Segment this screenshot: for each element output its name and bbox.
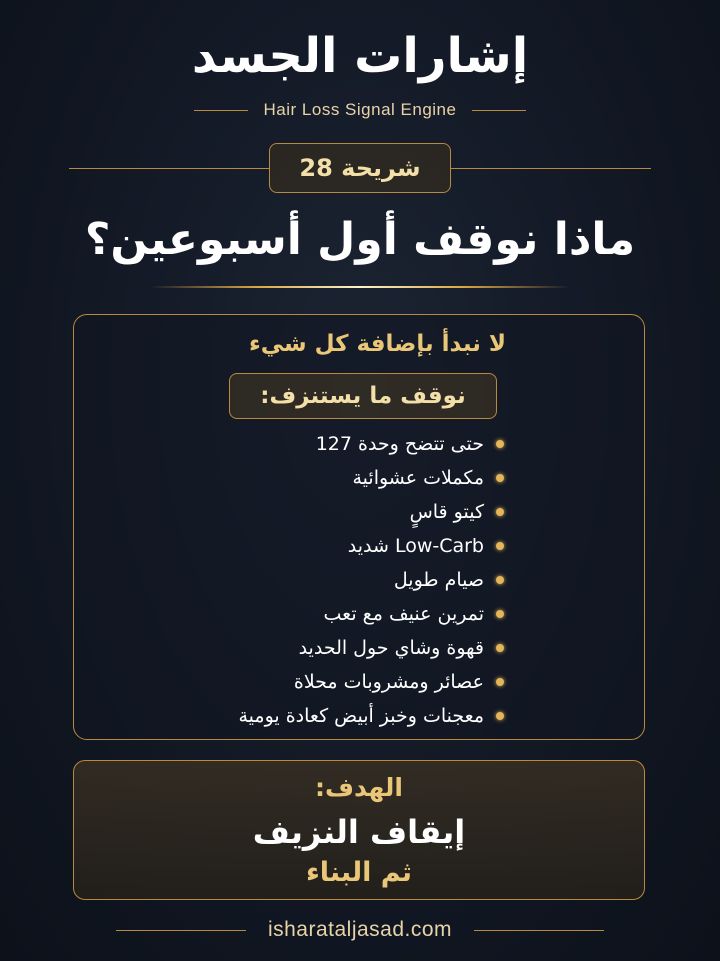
stop-list-card	[73, 314, 645, 740]
list-item	[238, 563, 504, 597]
subtitle-row	[0, 100, 720, 120]
list-item-text: عصائر ومشروبات محلاة	[293, 671, 484, 693]
list-item	[238, 529, 504, 563]
bullet-dot-icon	[496, 542, 504, 550]
bullet-dot-icon	[496, 508, 504, 516]
slide-line-right	[451, 168, 651, 169]
goal-line-1: إيقاف النزيف	[252, 813, 466, 851]
bullet-dot-icon	[496, 474, 504, 482]
stop-label-badge: نوقف ما يستنزف:	[229, 373, 497, 419]
goal-label: الهدف:	[315, 773, 403, 802]
list-item-text: قهوة وشاي حول الحديد	[298, 637, 484, 659]
goal-line-2: ثم البناء	[305, 857, 413, 888]
list-item	[238, 495, 504, 529]
subtitle-line-left	[194, 110, 248, 111]
list-item	[238, 699, 504, 733]
list-item	[238, 665, 504, 699]
intro-text: لا نبدأ بإضافة كل شيء	[248, 331, 506, 357]
footer-line-left	[116, 930, 246, 931]
list-item-text: تمرين عنيف مع تعب	[323, 603, 484, 625]
bullet-dot-icon	[496, 712, 504, 720]
stop-items-list	[238, 427, 504, 733]
list-item	[238, 461, 504, 495]
list-item-text: كيتو قاسٍ	[409, 501, 484, 523]
bullet-dot-icon	[496, 610, 504, 618]
subtitle: Hair Loss Signal Engine	[263, 100, 457, 119]
list-item-text: صيام طويل	[393, 569, 484, 591]
glow-divider	[150, 286, 570, 288]
footer-line-right	[474, 930, 604, 931]
slide-line-left	[69, 168, 269, 169]
bullet-dot-icon	[496, 678, 504, 686]
list-item-text: Low-Carb شديد	[347, 535, 484, 557]
bullet-dot-icon	[496, 440, 504, 448]
list-item-text: معجنات وخبز أبيض كعادة يومية	[238, 705, 484, 727]
question-heading: ماذا نوقف أول أسبوعين؟	[84, 214, 636, 265]
page-title: إشارات الجسد	[191, 28, 529, 84]
goal-card	[73, 760, 645, 900]
footer-row	[0, 918, 720, 942]
bullet-dot-icon	[496, 576, 504, 584]
slide-number-row	[0, 143, 720, 193]
subtitle-line-right	[472, 110, 526, 111]
list-item	[238, 427, 504, 461]
footer-website: isharataljasad.com	[267, 918, 453, 941]
list-item-text: مكملات عشوائية	[352, 467, 484, 489]
list-item	[238, 631, 504, 665]
slide-number-badge: شريحة 28	[269, 143, 451, 193]
bullet-dot-icon	[496, 644, 504, 652]
list-item	[238, 597, 504, 631]
list-item-text: حتى تتضح وحدة 127	[315, 433, 484, 455]
